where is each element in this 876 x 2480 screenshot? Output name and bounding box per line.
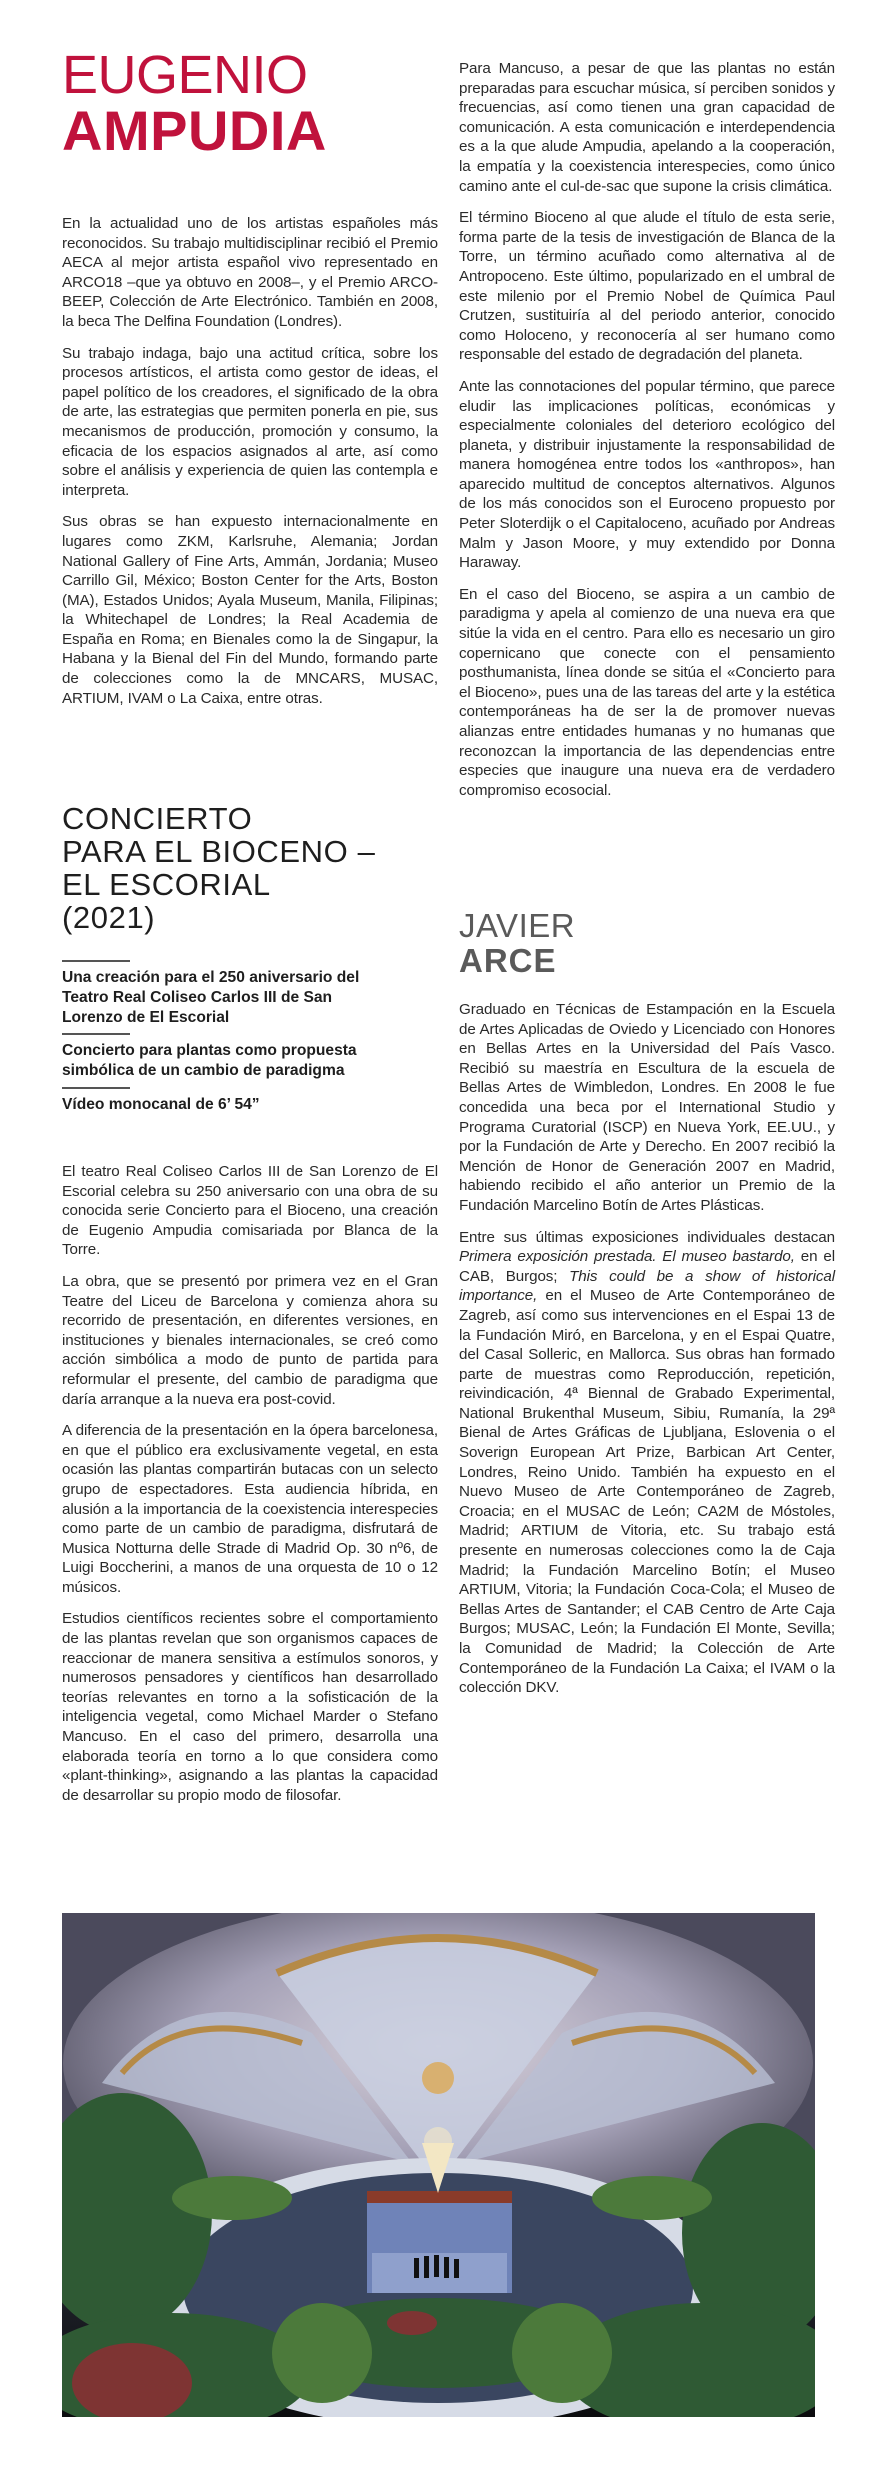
description-paragraph: El término Bioceno al que alude el título de esta serie, forma parte de la tesis de investigación de Blanca de la Torre, un término acuñado como alternativa al de Antropoceno. Este último, popularizado en el umbral de este milenio por el Premio Nobel de Química Paul Crutzen, sustituiría al del periodo anterior, conocido como Holoceno, y reconocería al ser humano como responsable del estado de degradación del planeta. bbox=[459, 209, 835, 364]
artist-name-ampudia bbox=[62, 45, 327, 162]
bio-text: Entre sus últimas exposiciones individuales destacan bbox=[459, 1228, 835, 1246]
artist-first-name: EUGENIO bbox=[62, 45, 308, 105]
description-paragraph: A diferencia de la presentación en la ópera barcelonesa, en que el público era exclusivamente vegetal, en esta ocasión las plantas compartirán butacas con un selecto grupo de espectadores. Esta audiencia híbrida, en alusión a la importancia de la coexistencia interespecies como parte de un cambio de paradigma, disfrutará de Musica Notturna delle Strade di Madrid Op. 30 nº6, de Luigi Boccherini, a manos de una orquesta de 10 o 12 músicos. bbox=[62, 1422, 438, 1596]
photo-illustration bbox=[62, 1913, 815, 2417]
divider bbox=[62, 1087, 130, 1089]
bio-text: en el CAB, Burgos; bbox=[459, 1248, 835, 1285]
artist1-bio bbox=[62, 214, 438, 720]
work-subtitle: Concierto para plantas como propuesta simbólica de un cambio de paradigma bbox=[62, 1042, 357, 1080]
description-paragraph: La obra, que se presentó por primera vez en el Gran Teatre del Liceu de Barcelona y comienza ahora su recorrido de presentación, en diferentes versiones, en instituciones y bienales internacionales, se creó como acción simbólica a modo de punto de partida para reformular el presente, del cambio de paradigma que daría arranque a la nueva era post-covid. bbox=[62, 1272, 438, 1408]
divider bbox=[62, 960, 130, 962]
bio-paragraph: Sus obras se han expuesto internacionalmente en lugares como ZKM, Karlsruhe, Alemania; Jordan National Gallery of Fine Arts, Ammán, Jordania; Museo Carrillo Gil, México; Boston Center for the Arts, Boston (MA), Estados Unidos; Ayala Museum, Manila, Filipinas; la Whitechapel de Londres; la Real Academia de España en Roma; en Bienales como la de Singapur, la Habana y la Bienal del Fin del Mundo, formando parte de colecciones como la de MNCARS, MUSAC, ARTIUM, IVAM o La Caixa, entre otras. bbox=[62, 513, 438, 707]
work-description bbox=[62, 1162, 438, 1817]
artist-first-name: JAVIER bbox=[459, 907, 576, 944]
artist-last-name: AMPUDIA bbox=[62, 99, 327, 162]
artist2-bio bbox=[459, 1000, 835, 1710]
work-title-line: (2021) bbox=[62, 900, 156, 935]
description-paragraph: En el caso del Bioceno, se aspira a un cambio de paradigma y apela al comienzo de una nueva era que sitúe la vida en el centro. Para ello es necesario un giro copernicano que conecte con el pensamiento posthumanista, línea donde se sitúa el «Concierto para el Bioceno», pues una de las tareas del arte y la estética contemporáneas ha de ser la de promover nuevas alianzas entre entidades humanas y no humanas que reconozcan la importancia de las dependencias entre especies que inaugure una nueva era de verdadero compromiso ecosocial. bbox=[459, 585, 835, 799]
bio-paragraph: Graduado en Técnicas de Estampación en la Escuela de Artes Aplicadas de Oviedo y Licenciado con Honores en Bellas Artes en la Universidad del País Vasco. Recibió su maestría en Escultura de la escuela de Bellas Artes de Wimbledon, Londres. En 2008 le fue concedida una beca por el International Studio y Programa Curatorial (ISCP) en Nueva York, EE.UU., y por la Fundación de Arte y Derecho. En 2007 recibió la Mención de Honor de Generación 2007 en Madrid, habiendo recibido el año anterior un Premio de la Fundación Marcelino Botín de Artes Plásticas. bbox=[459, 1001, 835, 1214]
exhibition-title: This could be a show of historical importance, bbox=[459, 1267, 835, 1305]
work-title-line: EL ESCORIAL bbox=[62, 867, 271, 902]
work-description-continued bbox=[459, 59, 835, 812]
theatre-interior-with-plants-photo bbox=[62, 1913, 815, 2417]
description-paragraph: Ante las connotaciones del popular término, que parece eludir las implicaciones políticas, económicas y especialmente coloniales del deterioro ecológico del planeta, y distribuir injustamente la responsabilidad de manera homogénea entre todos los «anthropos», han aparecido multitud de conceptos alternativos. Algunos de los más conocidos son el Euroceno propuesto por Peter Sloterdijk o el Capitaloceno, acuñado por Andreas Malm y Jason Moore, y muy extendido por Donna Haraway. bbox=[459, 377, 835, 572]
bio-paragraph: Su trabajo indaga, bajo una actitud crítica, sobre los procesos artísticos, el artista como gestor de ideas, el papel político de los creadores, el significado de la obra de arte, las estrategias que permiten ponerla en pie, sus mecanismos de producción, promoción y consumo, la eficacia de los espacios asignados al arte, así como sobre el análisis y experiencia de quien las contempla e interpreta. bbox=[62, 344, 438, 499]
artist-last-name: ARCE bbox=[459, 942, 557, 979]
work-title bbox=[62, 802, 375, 934]
work-subtitle: Vídeo monocanal de 6’ 54” bbox=[62, 1095, 260, 1113]
exhibition-title: Primera exposición prestada. El museo bastardo, bbox=[459, 1248, 795, 1266]
artist-name-arce bbox=[459, 908, 575, 978]
work-subtitles bbox=[62, 960, 442, 1121]
divider bbox=[62, 1033, 130, 1035]
work-title-line: CONCIERTO bbox=[62, 801, 253, 836]
bio-paragraph: En la actualidad uno de los artistas españoles más reconocidos. Su trabajo multidisciplinar recibió el Premio AECA al mejor artista español vivo representado en ARCO18 –que ya obtuvo en 2008–, y el Premio ARCO-BEEP, Colección de Arte Electrónico. También en 2008, la beca The Delfina Foundation (Londres). bbox=[62, 215, 438, 330]
description-paragraph: Para Mancuso, a pesar de que las plantas no están preparadas para escuchar música, sí perciben sonidos y frecuencias, así como tienen una gran capacidad de comunicación. A esta comunicación e interdependencia es a la que alude Ampudia, apelando a la cooperación, la empatía y la coexistencia interespecies, como único camino ante el cul-de-sac que supone la crisis climática. bbox=[459, 60, 835, 195]
bio-paragraph bbox=[459, 1228, 835, 1698]
work-title-line: PARA EL BIOCENO – bbox=[62, 834, 376, 869]
description-paragraph: El teatro Real Coliseo Carlos III de San Lorenzo de El Escorial celebra su 250 aniversario con una obra de su conocida serie Concierto para el Bioceno, una creación de Eugenio Ampudia comisariada por Blanca de la Torre. bbox=[62, 1163, 438, 1259]
bio-text: en el Museo de Arte Contemporáneo de Zagreb, así como sus intervenciones en el Espai 13 de la Fundación Miró, en Barcelona, y en el Espai Quatre, del Casal Solleric, en Mallorca. Sus obras han formado parte de muestras como Reproducción, repetición, reivindicación, 4ª Biennal de Grabado Experimental, National Brukenthal Museum, Sibiu, Rumanía, la 29ª Bienal de Artes Gráficas de Ljubljana, Eslovenia o el Soverign European Art Prize, Barbican Art Center, Londres, Reino Unido. También ha expuesto en el Nuevo Museo de Arte Contemporáneo de Zagreb, Croacia; en el MUSAC de León; CA2M de Móstoles, Madrid; ARTIUM de Vitoria, etc. Su trabajo está presente en numerosas colecciones como la de Caja Madrid; la Fundación Marcelino Botín; el Museo ARTIUM, Vitoria; la Fundación Coca-Cola; el Museo de Bellas Artes de Santander; el CAB Centro de Arte Caja Burgos; MUSAC, León; la Fundación El Monte, Sevilla; la Comunidad de Madrid; la Colección de Arte Contemporáneo de la Fundación La Caixa; el IVAM o la colección DKV. bbox=[459, 1287, 835, 1697]
description-paragraph: Estudios científicos recientes sobre el comportamiento de las plantas revelan que son organismos capaces de reaccionar de manera sensitiva a estímulos sonoros, y numerosos pensadores y científicos han desarrollado teorías relevantes en torno a la sofisticación de la inteligencia vegetal, como Michael Marder o Stefano Mancuso. En el caso del primero, desarrolla una elaborada teoría en torno a lo que considera como «plant-thinking», asignando a las plantas la capacidad de desarrollar su propio modo de filosofar. bbox=[62, 1610, 438, 1804]
work-subtitle: Una creación para el 250 aniversario del Teatro Real Coliseo Carlos III de San Lorenzo de El Escorial bbox=[62, 969, 360, 1026]
